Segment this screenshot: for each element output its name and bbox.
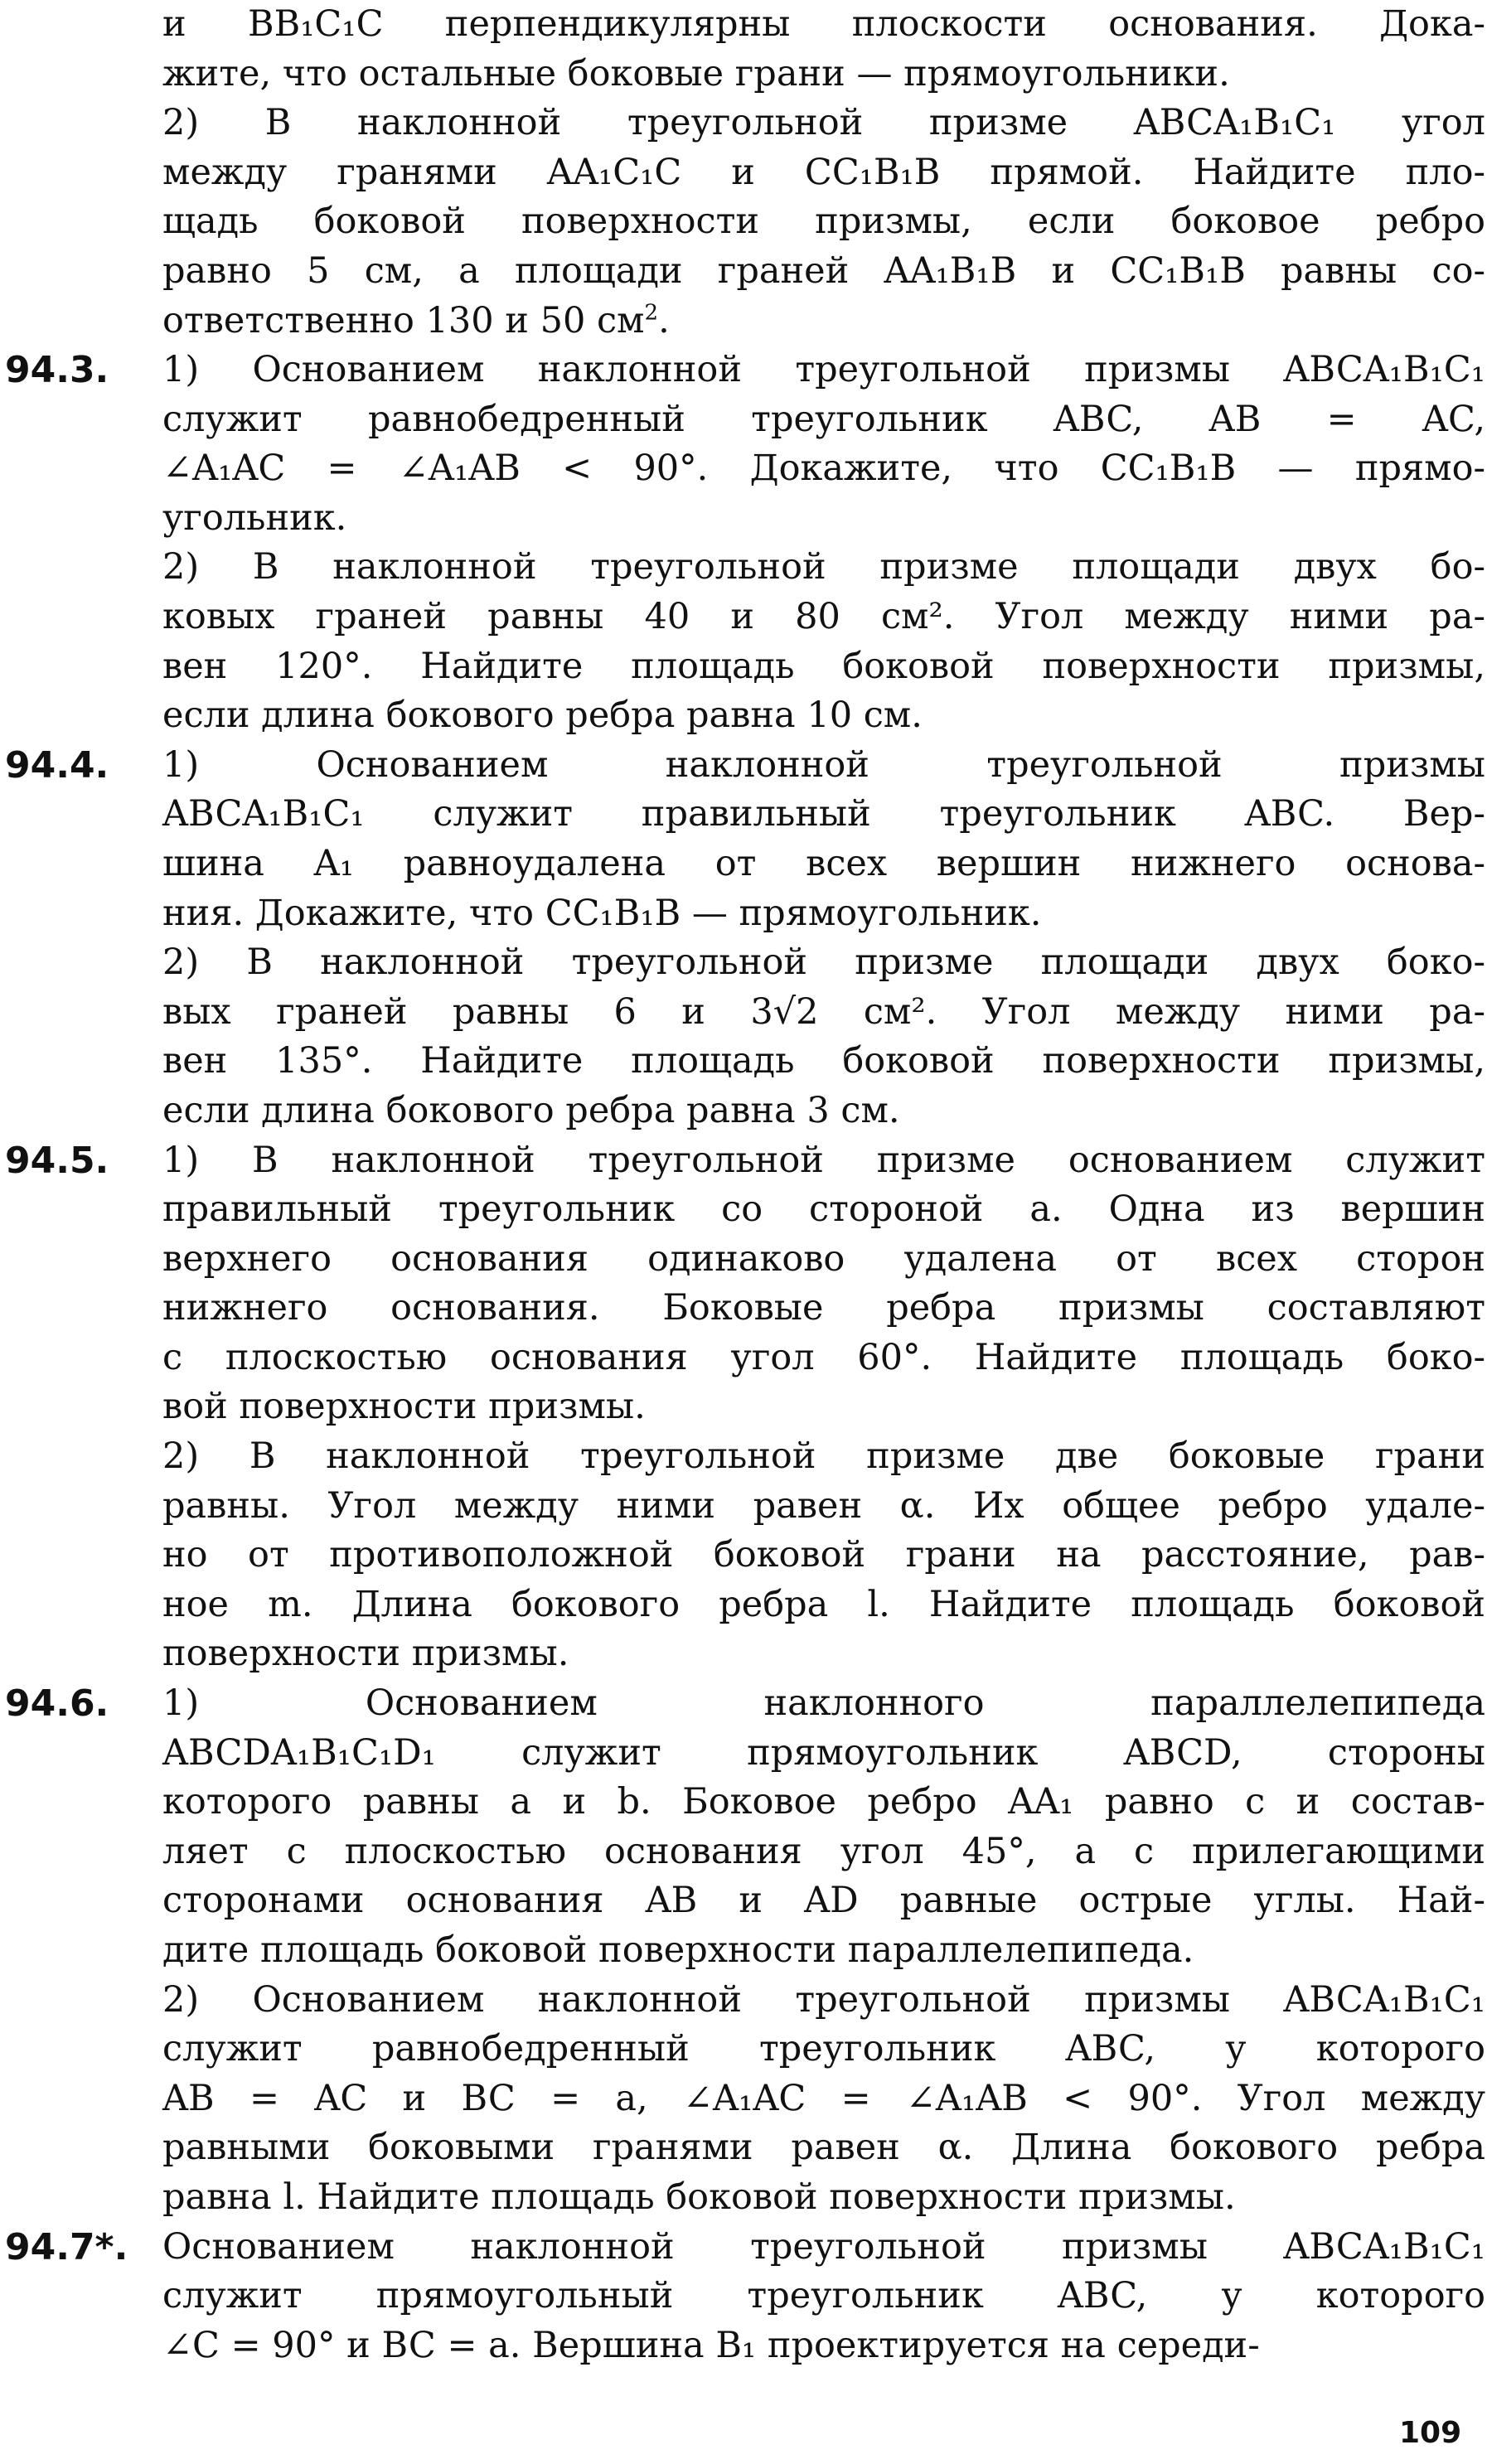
text-line: но от противоположной боковой грани на расстояние, рав-: [162, 1534, 1485, 1576]
text-line: и BB₁C₁C перпендикулярны плоскости основания. Дока-: [162, 3, 1485, 45]
problem-943: [5, 346, 1485, 741]
problem-number: 94.6.: [5, 1682, 109, 1726]
text-line: равно 5 см, а площади граней AA₁B₁B и CC₁B₁B равны со-: [162, 249, 1485, 292]
text-line: ∠A₁AC = ∠A₁AB < 90°. Докажите, что CC₁B₁B — прямо-: [162, 448, 1485, 490]
text-line: равны. Угол между ними равен α. Их общее ребро удале-: [162, 1484, 1485, 1527]
text-line: вых граней равны 6 и 3√2 см². Угол между ними ра-: [162, 990, 1485, 1033]
text-line: вен 135°. Найдите площадь боковой поверхности призмы,: [162, 1040, 1485, 1082]
text-line: ния. Докажите, что CC₁B₁B — прямоугольник.: [162, 892, 1042, 934]
text-line: которого равны a и b. Боковое ребро AA₁ равно c и состав-: [162, 1781, 1485, 1823]
text-line: служит равнобедренный треугольник ABC, у которого: [162, 2028, 1485, 2070]
text-line: 1) В наклонной треугольной призме основанием служит: [162, 1139, 1485, 1181]
text-line: правильный треугольник со стороной a. Одна из вершин: [162, 1188, 1485, 1231]
problem-number: 94.3.: [5, 349, 109, 391]
text-line: равными боковыми гранями равен α. Длина бокового ребра: [162, 2127, 1485, 2169]
text-line: нижнего основания. Боковые ребра призмы составляют: [162, 1287, 1485, 1329]
problem-945: [5, 1136, 1485, 1680]
text-line: 2) В наклонной треугольной призме площади двух бо-: [162, 546, 1485, 588]
text-line: если длина бокового ребра равна 10 см.: [162, 695, 923, 737]
text-line: сторонами основания AB и AD равные острые углы. Най-: [162, 1880, 1485, 1922]
text-line: с плоскостью основания угол 60°. Найдите площадь боко-: [162, 1336, 1485, 1378]
text-line: ∠C = 90° и BC = a. Вершина B₁ проектируется на середи-: [162, 2324, 1260, 2366]
text-line: 1) Основанием наклонной треугольной призмы ABCA₁B₁C₁: [162, 349, 1485, 390]
text-line: если длина бокового ребра равна 3 см.: [162, 1089, 900, 1131]
text-line: поверхности призмы.: [162, 1633, 569, 1675]
problem-list: [5, 346, 1485, 2370]
text-line: ответственно 130 и 50 $см^2$.: [162, 299, 670, 341]
problem-947: [5, 2223, 1485, 2371]
text-line: жите, что остальные боковые грани — прямоугольники.: [162, 52, 1230, 94]
text-line: 2) Основанием наклонной треугольной призмы ABCA₁B₁C₁: [162, 1978, 1485, 2021]
text-line: ковых граней равны 40 и 80 см². Угол между ними ра-: [162, 595, 1485, 637]
problem-946: [5, 1679, 1485, 2223]
page-number: 109: [1399, 2416, 1462, 2450]
text-line: служит равнобедренный треугольник ABC, AB = AC,: [162, 398, 1485, 440]
text-line: вой поверхности призмы.: [162, 1386, 646, 1428]
text-line: шина A₁ равноудалена от всех вершин нижнего основа-: [162, 842, 1485, 884]
text-line: 2) В наклонной треугольной призме ABCA₁B₁C₁ угол: [162, 102, 1485, 144]
text-line: ное m. Длина бокового ребра l. Найдите площадь боковой: [162, 1583, 1485, 1625]
text-line: 1) Основанием наклонной треугольной призмы: [162, 743, 1485, 786]
text-line: 2) В наклонной треугольной призме две боковые грани: [162, 1435, 1485, 1478]
text-line: щадь боковой поверхности призмы, если боковое ребро: [162, 201, 1485, 243]
text-line: 2) В наклонной треугольной призме площади двух боко-: [162, 942, 1485, 984]
text-line: AB = AC и BC = a, ∠A₁AC = ∠A₁AB < 90°. Угол между: [162, 2077, 1485, 2119]
text-line: 1) Основанием наклонного параллелепипеда: [162, 1682, 1485, 1725]
text-line: ляет с плоскостью основания угол 45°, а с прилегающими: [162, 1830, 1485, 1872]
text-line: между гранями AA₁C₁C и CC₁B₁B прямой. Найдите пло-: [162, 151, 1485, 193]
text-line: Основанием наклонной треугольной призмы ABCA₁B₁C₁: [162, 2225, 1485, 2268]
text-line: угольник.: [162, 496, 347, 539]
text-line: дите площадь боковой поверхности параллелепипеда.: [162, 1929, 1194, 1971]
text-line: равна l. Найдите площадь боковой поверхности призмы.: [162, 2176, 1236, 2218]
problem-number: 94.4.: [5, 743, 109, 787]
text-line: ABCA₁B₁C₁ служит правильный треугольник ABC. Вер-: [162, 793, 1485, 835]
text-line: служит прямоугольный треугольник ABC, у которого: [162, 2275, 1485, 2317]
text-line: вен 120°. Найдите площадь боковой поверхности призмы,: [162, 645, 1485, 687]
text-line: ABCDA₁B₁C₁D₁ служит прямоугольник ABCD, стороны: [162, 1731, 1485, 1774]
problem-944: [5, 741, 1485, 1136]
continued-problem: [162, 0, 1485, 346]
problem-number: 94.7*.: [5, 2225, 128, 2268]
text-line: верхнего основания одинаково удалена от всех сторон: [162, 1237, 1485, 1280]
problem-number: 94.5.: [5, 1139, 109, 1182]
